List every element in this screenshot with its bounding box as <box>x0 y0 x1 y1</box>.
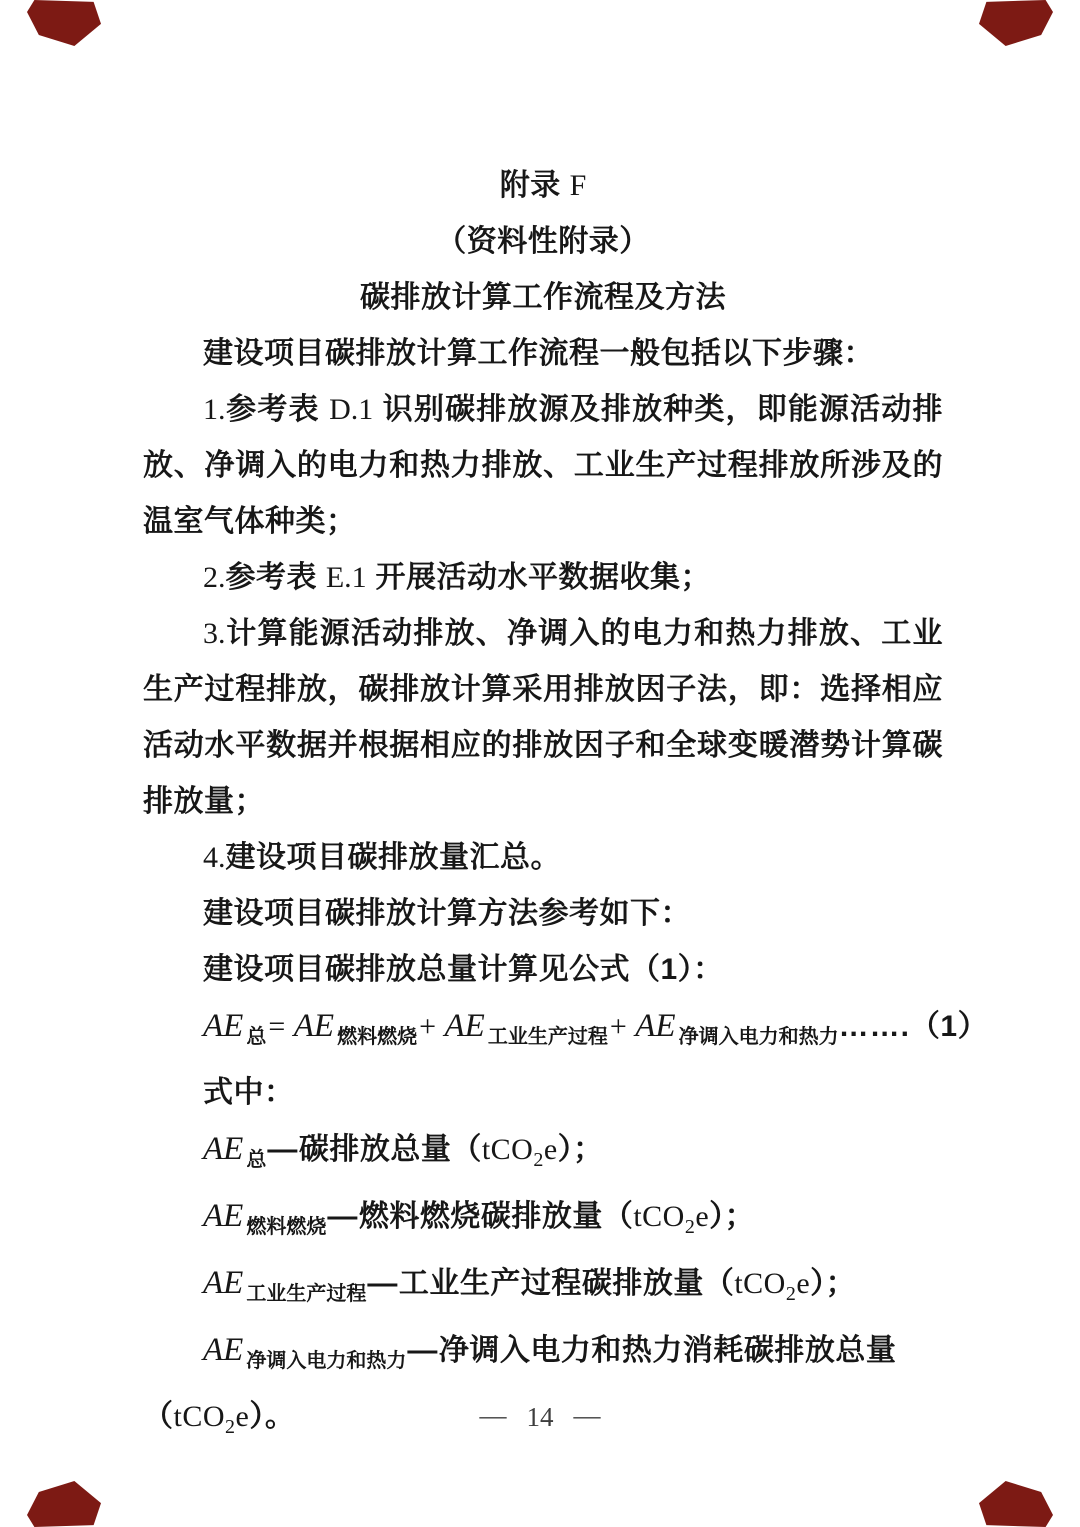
appendix-subtitle: （资料性附录） <box>436 225 650 258</box>
table-ref-d1: D.1 <box>329 393 374 426</box>
unit-tco2e: tCO <box>734 1267 786 1300</box>
appendix-title-letter: F <box>569 169 587 202</box>
plus-sign: + <box>609 1010 628 1043</box>
step-4-number: 4. <box>203 841 226 874</box>
definition-row-total: AE $_总$—碳排放总量（tCO$_2$e）； <box>203 1131 604 1171</box>
document-body <box>143 158 989 1455</box>
formula-intro-paragraph: 建设项目碳排放总量计算见公式（1）： <box>203 953 724 986</box>
step-1-number: 1. <box>203 393 226 426</box>
step-4-paragraph: 4.建设项目碳排放量汇总。 <box>203 841 561 874</box>
formula-var-fuel: AE <box>293 1008 335 1044</box>
appendix-heading: 碳排放计算工作流程及方法 <box>360 281 726 314</box>
formula-dots: ……. <box>838 1010 910 1043</box>
definition-row-industry: AE $_{工业生产过程}$—工业生产过程碳排放量（tCO$_2$e）； <box>203 1265 857 1305</box>
unit-tco2e: tCO <box>633 1200 685 1233</box>
appendix-title <box>143 158 943 214</box>
where-label: 式中： <box>203 1076 295 1109</box>
formula-var-total: AE <box>203 1008 244 1044</box>
corner-mark-bottom-left <box>27 1481 101 1527</box>
step-3-number: 3. <box>203 617 226 650</box>
formula-ref-number: （1） <box>909 1010 989 1043</box>
plus-sign: + <box>419 1010 437 1043</box>
step-2-paragraph: 2.参考表 E.1 开展活动水平数据收集； <box>203 561 712 594</box>
intro-paragraph: 建设项目碳排放计算工作流程一般包括以下步骤： <box>203 337 874 370</box>
formula-var-industry: AE <box>444 1008 485 1044</box>
definition-row-power-unit: （tCO$_2$e）。 <box>143 1400 296 1438</box>
page-number: 14 <box>526 1402 554 1432</box>
formula-equation: AE $_总$= AE $_{燃料燃烧}$+ AE $_{工业生产过程}$+ AE $_{净调入电力和热力}$…….（1） <box>203 1008 989 1048</box>
definition-row-fuel: AE $_{燃料燃烧}$—燃料燃烧碳排放量（tCO$_2$e）； <box>203 1198 756 1238</box>
formula-var-power: AE <box>635 1008 676 1044</box>
method-intro-paragraph: 建设项目碳排放计算方法参考如下： <box>203 897 691 930</box>
appendix-title-cn: 附录 <box>499 169 570 202</box>
equals-sign: = <box>268 1010 286 1043</box>
table-ref-e1: E.1 <box>325 561 367 594</box>
page-footer <box>0 1399 1080 1435</box>
corner-mark-top-right <box>979 0 1053 46</box>
unit-tco2e: tCO <box>173 1400 226 1433</box>
definition-row-power: AE $_{净调入电力和热力}$—净调入电力和热力消耗碳排放总量 <box>203 1332 897 1372</box>
unit-tco2e: tCO <box>481 1133 534 1166</box>
step-3-paragraph: 3.计算能源活动排放、净调入的电力和热力排放、工业生产过程排放，碳排放计算采用排放因子法，即：选择相应活动水平数据并根据相应的排放因子和全球变暖潜势计算碳排放量； <box>143 617 943 818</box>
step-2-number: 2. <box>203 561 226 594</box>
step-1-paragraph: 1.参考表 D.1 识别碳排放源及排放种类，即能源活动排放、净调入的电力和热力排放、工业生产过程排放所涉及的温室气体种类； <box>143 393 943 538</box>
corner-mark-top-left <box>27 0 101 46</box>
footer-dash-left: — <box>479 1400 507 1430</box>
footer-dash-right: — <box>573 1400 601 1430</box>
corner-mark-bottom-right <box>979 1481 1053 1527</box>
